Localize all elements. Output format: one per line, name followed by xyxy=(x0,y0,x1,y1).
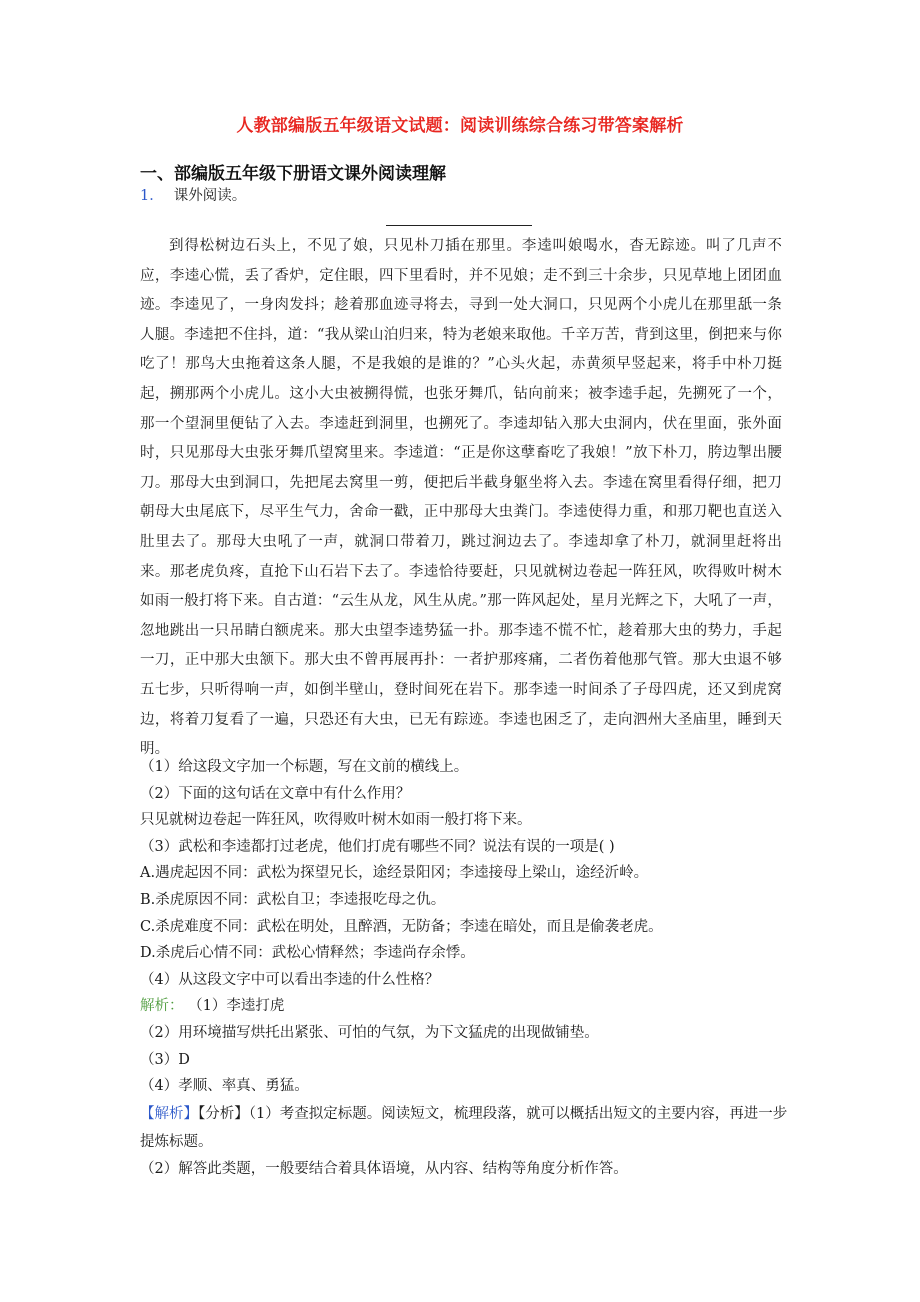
reading-passage: 到得松树边石头上，不见了娘，只见朴刀插在那里。李逵叫娘喝水，杳无踪迹。叫了几声不应，李逵心慌，丢了香炉，定住眼，四下里看时，并不见娘；走不到三十余步，只见草地上团团血迹。李逵见了，一身肉发抖；趁着那血迹寻将去，寻到一处大洞口，只见两个小虎儿在那里舐一条人腿。李逵把不住抖，道：“我从梁山泊归来，特为老娘来取他。千辛万苦，背到这里，倒把来与你吃了！那鸟大虫拖着这条人腿，不是我娘的是谁的？”心头火起，赤黄须早竖起来，将手中朴刀挺起，搠那两个小虎儿。这小大虫被搠得慌，也张牙舞爪，钻向前来；被李逵手起，先搠死了一个，那一个望洞里便钻了入去。李逵赶到洞里，也搠死了。李逵却钻入那大虫洞内，伏在里面，张外面时，只见那母大虫张牙舞爪望窝里来。李逵道：“正是你这孽畜吃了我娘！”放下朴刀，胯边掣出腰刀。那母大虫到洞口，先把尾去窝里一剪，便把后半截身躯坐将入去。李逵在窝里看得仔细，把刀朝母大虫尾底下，尽平生气力，舍命一戳，正中那母大虫粪门。李逵使得力重，和那刀靶也直送入肚里去了。那母大虫吼了一声，就洞口带着刀，跳过涧边去了。李逵却拿了朴刀，就洞里赶将出来。那老虎负疼，直抢下山石岩下去了。李逵恰待要赶，只见就树边卷起一阵狂风，吹得败叶树木如雨一般打将下来。自古道：“云生从龙，风生从虎。”那一阵风起处，星月光辉之下，大吼了一声，忽地跳出一只吊睛白额虎来。那大虫望李逵势猛一扑。那李逵不慌不忙，趁着那大虫的势力，手起一刀，正中那大虫颔下。那大虫不曾再展再扑：一者护那疼痛，二者伤着他那气管。那大虫退不够五七步，只听得响一声，如倒半壁山，登时间死在岩下。那李逵一时间杀了子母四虎，还又到虎窝边，将着刀复看了一遍，只恐还有大虫，已无有踪迹。李逵也困乏了，走向泗州大圣庙里，睡到天明。 xyxy=(140,238,782,758)
analysis-tag: 【解析】 xyxy=(140,1105,198,1122)
analysis-1 xyxy=(140,1100,790,1156)
option-b: B.杀虎原因不同：武松自卫；李逵报吃母之仇。 xyxy=(140,891,446,908)
option-a: A.遇虎起因不同：武松为探望兄长，途经景阳冈；李逵接母上梁山，途经沂岭。 xyxy=(140,865,649,882)
answer-1: （1）李逵打虎 xyxy=(188,998,285,1015)
sub-question-2: （2）下面的这句话在文章中有什么作用？ xyxy=(140,785,411,802)
question-number: 1． xyxy=(140,188,164,204)
analysis-2: （2）解答此类题，一般要结合着具体语境，从内容、结构等角度分析作答。 xyxy=(140,1160,628,1177)
questions-and-answers xyxy=(140,754,790,1182)
sub-question-4: （4）从这段文字中可以看出李逵的什么性格？ xyxy=(140,971,440,988)
sub-question-1: （1）给这段文字加一个标题，写在文前的横线上。 xyxy=(140,759,469,775)
question-prompt: 课外阅读。 xyxy=(173,188,247,204)
section-heading: 一、部编版五年级下册语文课外阅读理解 xyxy=(140,164,446,184)
analysis-1-text: （1）考查拟定标题。阅读短文，梳理段落，就可以概括出短文的主要内容，再进一步提炼标题。 xyxy=(140,1105,788,1150)
option-c: C.杀虎难度不同：武松在明处，且醉酒，无防备；李逵在暗处，而且是偷袭老虎。 xyxy=(140,918,663,935)
sub-question-3: （3）武松和李逵都打过老虎，他们打虎有哪些不同？说法有误的一项是( ) xyxy=(140,838,615,855)
option-d: D.杀虎后心情不同：武松心情释然；李逵尚存余悸。 xyxy=(140,945,475,962)
answer-2: （2）用环境描写烘托出紧张、可怕的气氛，为下文猛虎的出现做铺垫。 xyxy=(140,1024,599,1041)
title-blank-line xyxy=(386,225,532,226)
answer-4: （4）孝顺、率真、勇猛。 xyxy=(140,1078,309,1095)
document-title: 人教部编版五年级语文试题：阅读训练综合练习带答案解析 xyxy=(236,116,684,136)
answer-3: （3）D xyxy=(140,1051,190,1068)
sub-question-2-quote: 只见就树边卷起一阵狂风，吹得败叶树木如雨一般打将下来。 xyxy=(140,812,532,829)
answer-label: 解析： xyxy=(140,998,184,1015)
question-1 xyxy=(140,184,246,205)
analysis-sub-tag: 【分析】 xyxy=(198,1105,249,1122)
answer-line-1 xyxy=(140,993,790,1020)
